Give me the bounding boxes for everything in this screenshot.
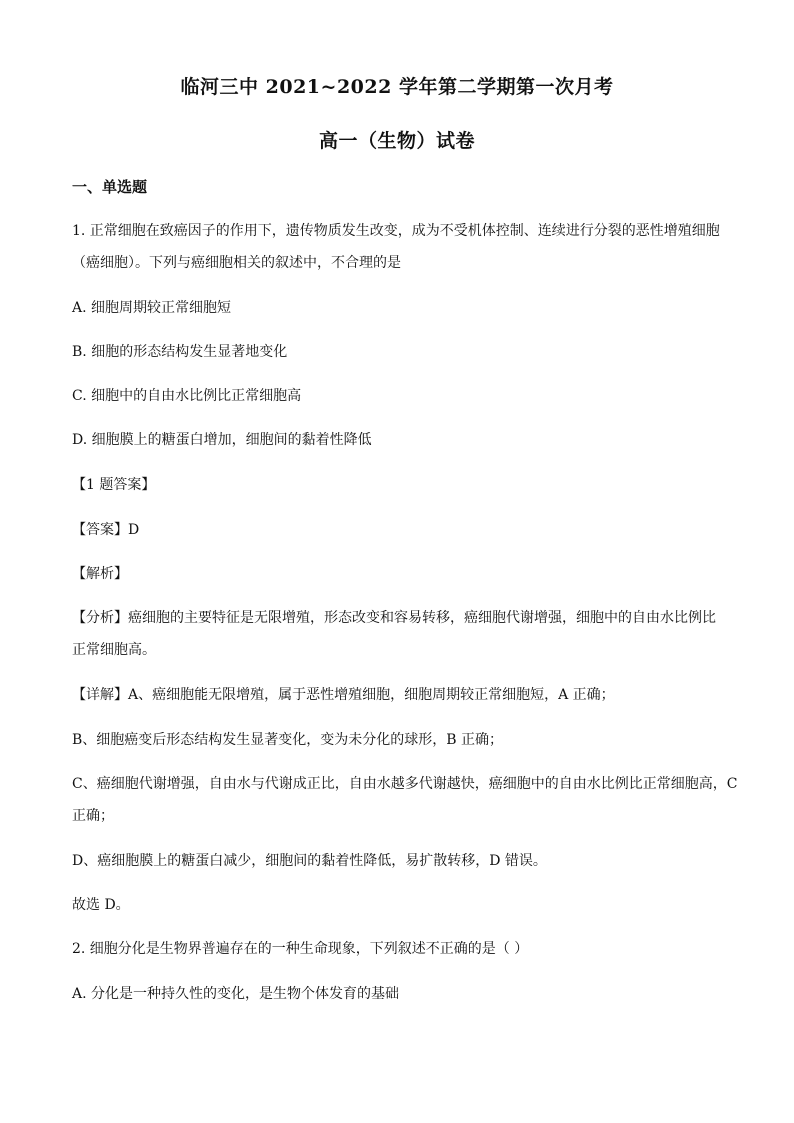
question-1-stem-continued: （癌细胞）。下列与癌细胞相关的叙述中，不合理的是 [72,255,401,271]
question-2-option-a: A. 分化是一种持久性的变化，是生物个体发育的基础 [72,986,400,1002]
page-title: 临河三中 2021~2022 学年第二学期第一次月考 [180,76,614,98]
conclusion: 故选 D。 [72,897,130,913]
detail-b: B、细胞癌变后形态结构发生显著变化，变为未分化的球形，B 正确； [72,732,504,748]
detail-a: 【详解】A、癌细胞能无限增殖，属于恶性增殖细胞，细胞周期较正常细胞短，A 正确； [72,687,615,703]
answer: 【答案】D [72,522,140,538]
analysis-text-continued: 正常细胞高。 [72,642,156,658]
section-title: 一、单选题 [72,178,148,196]
answer-header: 【1 题答案】 [72,477,156,493]
analysis-text: 【分析】癌细胞的主要特征是无限增殖，形态改变和容易转移，癌细胞代谢增强，细胞中的自由水比例比 [72,610,716,626]
question-1-option-d: D. 细胞膜上的糖蛋白增加，细胞间的黏着性降低 [72,432,372,448]
detail-c-continued: 正确； [72,808,114,824]
analysis-header: 【解析】 [72,566,128,582]
question-1-option-b: B. 细胞的形态结构发生显著地变化 [72,344,288,360]
question-1-option-a: A. 细胞周期较正常细胞短 [72,300,232,316]
question-2-stem: 2. 细胞分化是生物界普遍存在的一种生命现象，下列叙述不正确的是（ ） [72,941,529,957]
page-subtitle: 高一（生物）试卷 [318,130,475,152]
detail-d: D、癌细胞膜上的糖蛋白减少，细胞间的黏着性降低，易扩散转移，D 错误。 [72,853,547,869]
question-1-option-c: C. 细胞中的自由水比例比正常细胞高 [72,388,302,404]
detail-c: C、癌细胞代谢增强，自由水与代谢成正比，自由水越多代谢越快，癌细胞中的自由水比例比正常细胞高，C [72,776,738,792]
question-1-stem: 1. 正常细胞在致癌因子的作用下，遗传物质发生改变，成为不受机体控制、连续进行分裂的恶性增殖细胞 [72,223,720,239]
